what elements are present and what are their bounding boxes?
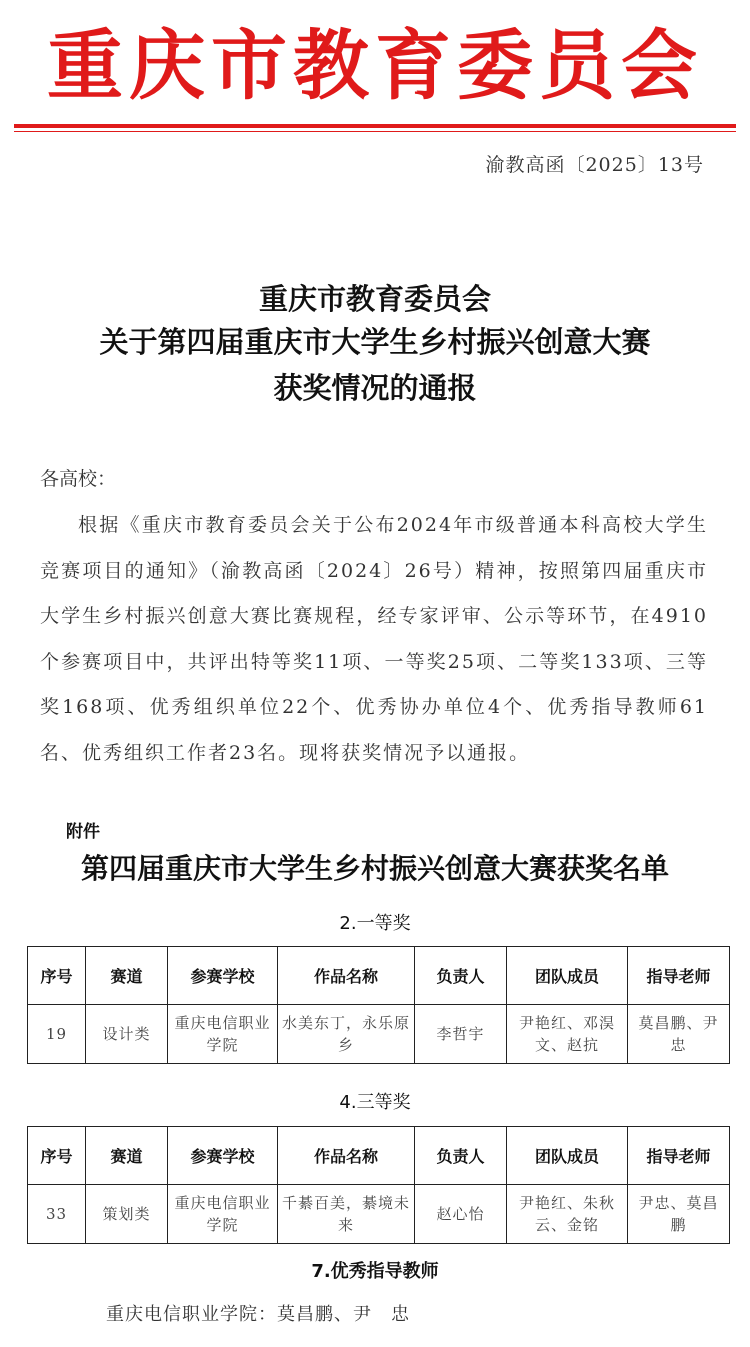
cell-number: 33	[28, 1185, 86, 1244]
col-header: 团队成员	[507, 947, 628, 1005]
col-header: 赛道	[86, 947, 168, 1005]
col-header: 指导老师	[628, 1127, 730, 1185]
col-header: 作品名称	[278, 1127, 415, 1185]
col-header: 负责人	[415, 1127, 507, 1185]
cell-members: 尹艳红、朱秋云、金铭	[507, 1185, 628, 1244]
col-header: 团队成员	[507, 1127, 628, 1185]
col-header: 指导老师	[628, 947, 730, 1005]
cell-work-title: 水美东丁，永乐原乡	[278, 1005, 415, 1064]
col-header: 序号	[28, 947, 86, 1005]
body-paragraph: 根据《重庆市教育委员会关于公布2024年市级普通本科高校大学生竞赛项目的通知》（渝教高函〔2024〕26号）精神，按照第四届重庆市大学生乡村振兴创意大赛比赛规程，经专家评审、公示等环节，在4910个参赛项目中，共评出特等奖11项、一等奖25项、二等奖133项、三等奖168项、优秀组织单位22个、优秀协办单位4个、优秀指导教师61名、优秀组织工作者23名。现将获奖情况予以通报。	[40, 514, 708, 764]
title-line-1: 重庆市教育委员会	[258, 282, 491, 316]
table-row	[28, 1185, 730, 1244]
cell-school: 重庆电信职业学院	[168, 1005, 278, 1064]
cell-track: 策划类	[86, 1185, 168, 1244]
teachers-list: 重庆电信职业学院：莫昌鹏、尹 忠	[106, 1304, 410, 1325]
title-line-3: 获奖情况的通报	[273, 371, 477, 405]
document-number: 渝教高函〔2025〕13号	[485, 154, 704, 176]
table-header-row	[28, 1127, 730, 1185]
cell-advisors: 莫昌鹏、尹忠	[628, 1005, 730, 1064]
masthead-rule-thick	[14, 124, 736, 128]
col-header: 赛道	[86, 1127, 168, 1185]
col-header: 参赛学校	[168, 947, 278, 1005]
col-header: 负责人	[415, 947, 507, 1005]
cell-leader: 赵心怡	[415, 1185, 507, 1244]
cell-number: 19	[28, 1005, 86, 1064]
cell-work-title: 千綦百美，綦境未来	[278, 1185, 415, 1244]
attachment-label: 附件	[66, 822, 100, 842]
cell-advisors: 尹忠、莫昌鹏	[628, 1185, 730, 1244]
first-prize-table	[27, 946, 730, 1064]
section-heading-first-prize: 2.一等奖	[339, 913, 411, 934]
table-row	[28, 1005, 730, 1064]
col-header: 序号	[28, 1127, 86, 1185]
cell-members: 尹艳红、邓淏文、赵抗	[507, 1005, 628, 1064]
award-list-title: 第四届重庆市大学生乡村振兴创意大赛获奖名单	[80, 852, 669, 885]
title-line-2: 关于第四届重庆市大学生乡村振兴创意大赛	[99, 325, 651, 359]
section-heading-third-prize: 4.三等奖	[339, 1092, 411, 1113]
masthead-rule-thin	[14, 131, 736, 132]
col-header: 作品名称	[278, 947, 415, 1005]
masthead: 重庆市教育委员会	[47, 21, 703, 110]
cell-track: 设计类	[86, 1005, 168, 1064]
third-prize-table	[27, 1126, 730, 1244]
cell-leader: 李哲宇	[415, 1005, 507, 1064]
col-header: 参赛学校	[168, 1127, 278, 1185]
section-heading-teachers: 7.优秀指导教师	[311, 1261, 439, 1282]
cell-school: 重庆电信职业学院	[168, 1185, 278, 1244]
salutation: 各高校：	[40, 468, 117, 490]
table-header-row	[28, 947, 730, 1005]
